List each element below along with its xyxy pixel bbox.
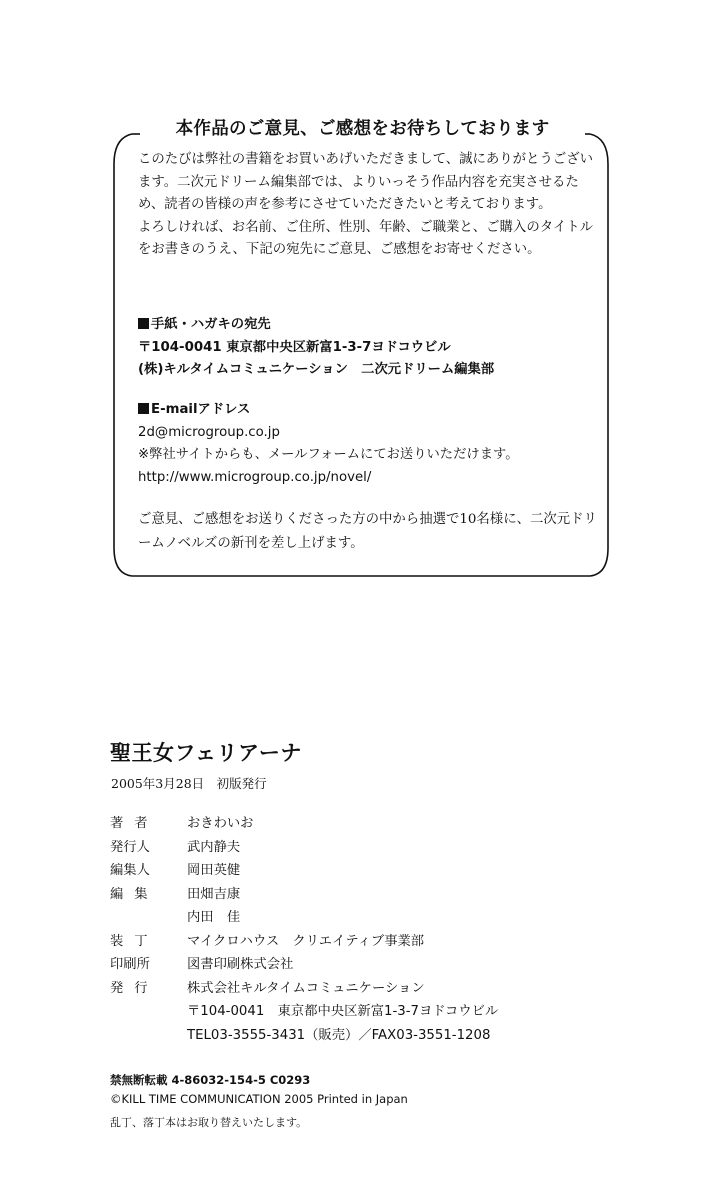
email-section — [138, 399, 608, 489]
credit-value: 内田 佳 — [187, 910, 241, 925]
credit-label: 編集人 — [110, 863, 150, 878]
intro-paragraph-1: このたびは弊社の書籍をお買いあげいただきまして、誠にありがとうございます。二次元ドリーム編集部では、よりいっそう作品内容を充実させるため、読者の皆様の声を参考にさせていただきたいと考えております。 — [138, 152, 594, 213]
email-heading: E-mailアドレス — [151, 402, 251, 417]
credit-row — [110, 906, 630, 930]
credit-row — [110, 977, 630, 1001]
feedback-box — [110, 119, 612, 582]
credit-row — [110, 836, 630, 860]
credit-value: 株式会社キルタイムコミュニケーション — [187, 980, 425, 996]
email-address[interactable]: 2d@microgroup.co.jp — [138, 424, 280, 440]
credit-row — [110, 812, 630, 836]
edition-date: 2005年3月28日 初版発行 — [111, 776, 267, 791]
square-bullet-icon — [138, 318, 149, 329]
credit-value: 図書印刷株式会社 — [187, 957, 294, 972]
isbn-line: 禁無断転載 4-86032-154-5 C0293 — [110, 1073, 311, 1087]
mail-recipient: (株)キルタイムコミュニケーション 二次元ドリーム編集部 — [138, 362, 495, 378]
credit-value: おきわいお — [187, 816, 254, 831]
copyright-line: ©KILL TIME COMMUNICATION 2005 Printed in Japan — [110, 1092, 408, 1106]
credit-value: マイクロハウス クリエイティブ事業部 — [187, 933, 425, 949]
credit-label: 編集 — [110, 886, 159, 902]
credits-list — [110, 812, 630, 1047]
credit-label: 著者 — [110, 816, 159, 831]
credit-value: 岡田英健 — [187, 863, 241, 878]
feedback-closing: ご意見、ご感想をお送りくださった方の中から抽選で10名様に、二次元ドリームノベルズの新刊を差し上げます。 — [138, 512, 597, 551]
feedback-box-title: 本作品のご意見、ご感想をお待ちしております — [140, 116, 585, 142]
credit-label: 発行人 — [110, 839, 150, 855]
credit-row — [110, 859, 630, 883]
mail-heading: 手紙・ハガキの宛先 — [151, 317, 271, 332]
credit-row — [110, 883, 630, 907]
credit-value: TEL03-3555-3431（販売）／FAX03-3551-1208 — [187, 1027, 491, 1043]
square-bullet-icon — [138, 403, 149, 414]
mail-section — [138, 314, 608, 382]
credit-row — [110, 1000, 630, 1024]
credit-label: 印刷所 — [110, 957, 150, 972]
credit-row — [110, 953, 630, 977]
mail-address: 〒104-0041 東京都中央区新富1-3-7ヨドコウビル — [138, 339, 451, 355]
credit-label: 発行 — [110, 980, 159, 996]
feedback-intro — [138, 149, 603, 262]
credit-label: 装丁 — [110, 933, 159, 949]
website-url[interactable]: http://www.microgroup.co.jp/novel/ — [138, 469, 372, 485]
credit-row — [110, 930, 630, 954]
intro-paragraph-2: よろしければ、お名前、ご住所、性別、年齢、ご職業と、ご購入のタイトルをお書きのうえ、下記の宛先にご意見、ご感想をお寄せください。 — [138, 219, 594, 258]
replacement-notice: 乱丁、落丁本はお取り替えいたします。 — [110, 1116, 308, 1129]
credit-row — [110, 1024, 630, 1048]
credit-value: 武内静夫 — [187, 839, 241, 855]
email-note: ※弊社サイトからも、メールフォームにてお送りいただけます。 — [138, 447, 519, 463]
book-title: 聖王女フェリアーナ — [110, 741, 302, 765]
legal-footer — [110, 1071, 408, 1132]
credit-value: 田畑吉康 — [187, 886, 241, 902]
credit-value: 〒104-0041 東京都中央区新富1-3-7ヨドコウビル — [187, 1004, 499, 1019]
